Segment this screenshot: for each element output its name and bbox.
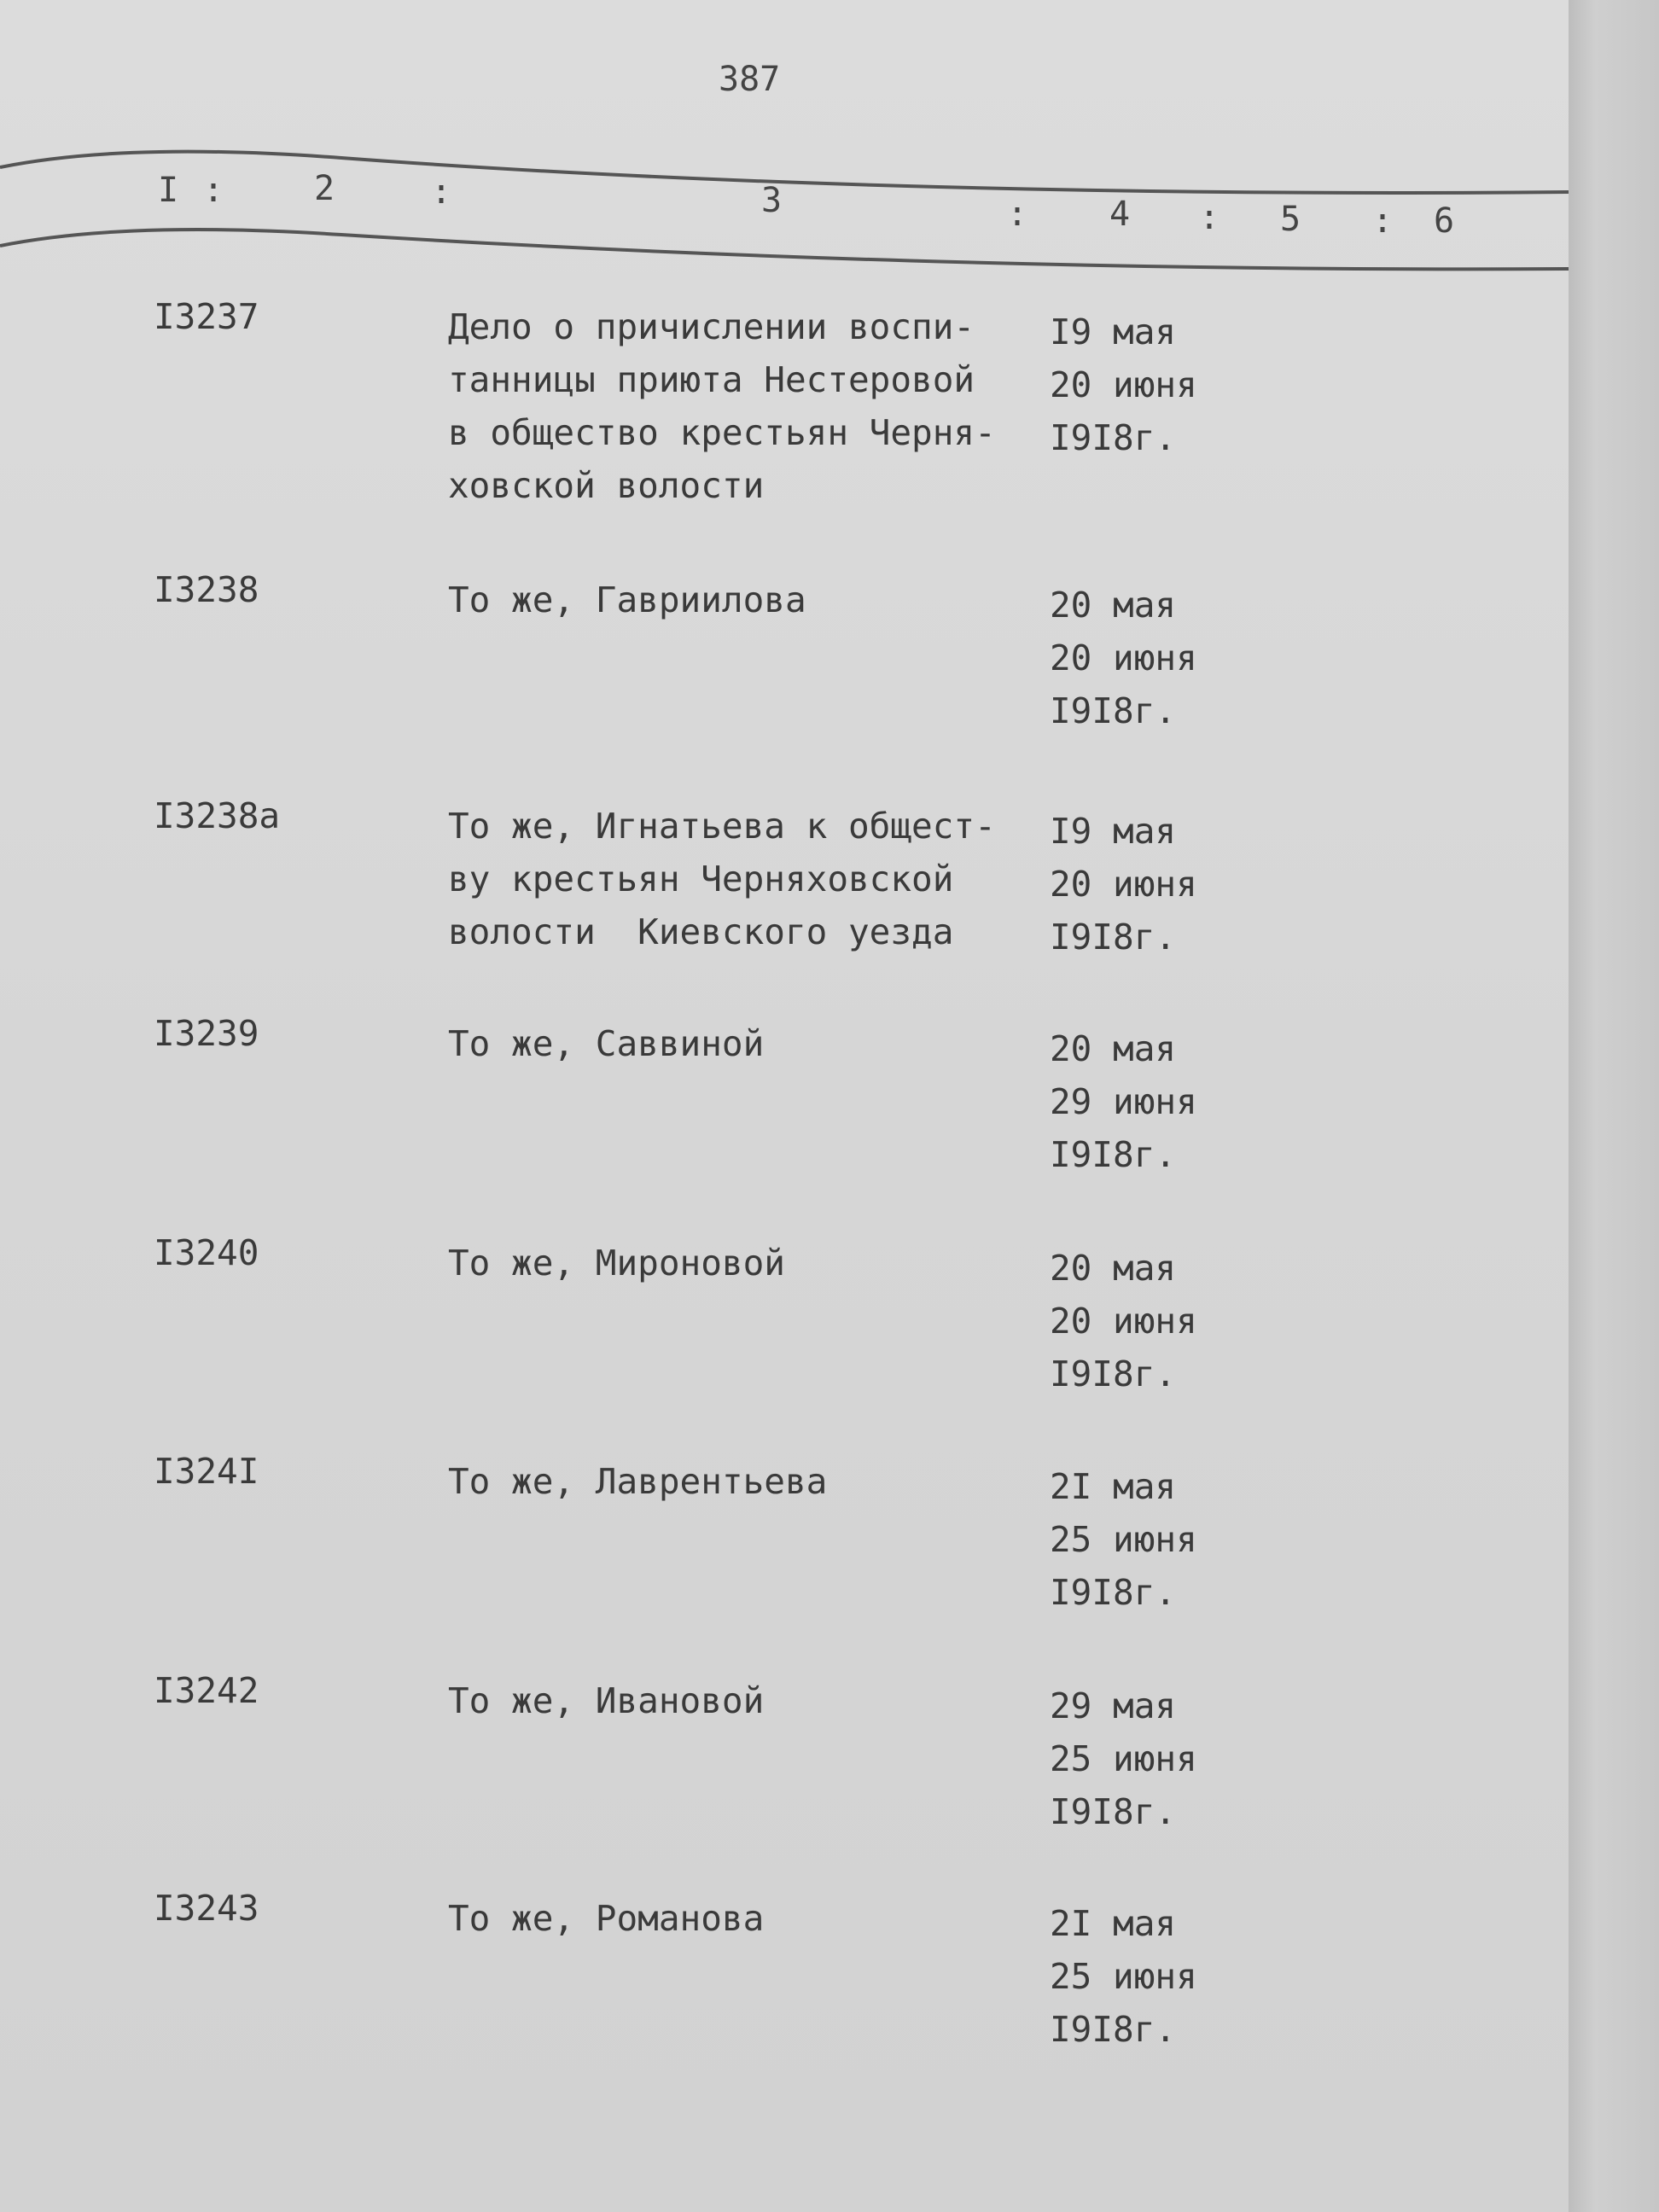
end-date: 25 июня bbox=[1050, 1738, 1197, 1779]
col-sep: : bbox=[431, 172, 452, 212]
description-line: То же, Саввиной bbox=[448, 1023, 765, 1064]
description-line: То же, Игнатьева к общест- bbox=[448, 806, 996, 847]
col-5: 5 bbox=[1280, 200, 1301, 239]
col-1: I bbox=[158, 171, 179, 210]
description-line: Дело о причислении воспи- bbox=[448, 306, 975, 347]
end-date: 20 июня bbox=[1050, 1301, 1197, 1342]
entry-id: I3239 bbox=[154, 1013, 259, 1054]
year: I9I8г. bbox=[1050, 690, 1177, 731]
entry-dates bbox=[1050, 1897, 1197, 2056]
description-line: То же, Романова bbox=[448, 1898, 765, 1939]
year: I9I8г. bbox=[1050, 417, 1177, 458]
start-date: 2I мая bbox=[1050, 1466, 1177, 1507]
entry-id: I3240 bbox=[154, 1232, 259, 1273]
start-date: 20 мая bbox=[1050, 1248, 1177, 1289]
year: I9I8г. bbox=[1050, 1791, 1177, 1832]
entry-description bbox=[448, 300, 996, 512]
start-date: 20 мая bbox=[1050, 1028, 1177, 1069]
col-6: 6 bbox=[1434, 201, 1455, 241]
end-date: 20 июня bbox=[1050, 864, 1197, 905]
page-number: 387 bbox=[719, 60, 781, 99]
description-line: ховской волости bbox=[448, 465, 765, 506]
entry-description bbox=[448, 1674, 764, 1727]
entry-id: I3237 bbox=[154, 296, 259, 337]
entry-dates bbox=[1050, 1679, 1197, 1838]
end-date: 25 июня bbox=[1050, 1519, 1197, 1560]
header-bottom-rule bbox=[0, 230, 1569, 269]
col-3: 3 bbox=[761, 181, 783, 220]
end-date: 20 июня bbox=[1050, 364, 1197, 405]
end-date: 20 июня bbox=[1050, 637, 1197, 678]
description-line: То же, Ивановой bbox=[448, 1680, 765, 1721]
description-line: танницы приюта Нестеровой bbox=[448, 359, 975, 400]
entry-id: I3242 bbox=[154, 1670, 259, 1711]
entry-description bbox=[448, 573, 806, 626]
entry-dates bbox=[1050, 1242, 1197, 1400]
entry-dates bbox=[1050, 1460, 1197, 1619]
description-line: То же, Мироновой bbox=[448, 1243, 785, 1284]
start-date: 29 мая bbox=[1050, 1685, 1177, 1726]
description-line: волости Киевского уезда bbox=[448, 911, 954, 952]
year: I9I8г. bbox=[1050, 2009, 1177, 2050]
entry-id: I3238 bbox=[154, 569, 259, 610]
year: I9I8г. bbox=[1050, 917, 1177, 958]
entry-id: I324I bbox=[154, 1451, 259, 1492]
description-line: ву крестьян Черняховской bbox=[448, 859, 954, 899]
entry-id: I3243 bbox=[154, 1888, 259, 1929]
col-2: 2 bbox=[314, 169, 335, 208]
entry-id: I3238а bbox=[154, 795, 281, 836]
start-date: I9 мая bbox=[1050, 811, 1177, 852]
col-sep: : bbox=[203, 171, 224, 210]
end-date: 25 июня bbox=[1050, 1956, 1197, 1997]
entry-dates bbox=[1050, 1022, 1197, 1181]
col-sep: : bbox=[1372, 201, 1394, 241]
start-date: I9 мая bbox=[1050, 311, 1177, 352]
description-line: в общество крестьян Черня- bbox=[448, 412, 996, 453]
entry-description bbox=[448, 800, 996, 958]
year: I9I8г. bbox=[1050, 1134, 1177, 1175]
col-4: 4 bbox=[1109, 195, 1131, 234]
start-date: 20 мая bbox=[1050, 585, 1177, 626]
end-date: 29 июня bbox=[1050, 1081, 1197, 1122]
description-line: То же, Лаврентьева bbox=[448, 1461, 828, 1502]
entry-description bbox=[448, 1892, 764, 1945]
entry-dates bbox=[1050, 306, 1197, 464]
description-line: То же, Гавриилова bbox=[448, 579, 806, 620]
year: I9I8г. bbox=[1050, 1572, 1177, 1613]
start-date: 2I мая bbox=[1050, 1903, 1177, 1944]
entry-description bbox=[448, 1017, 764, 1070]
entry-dates bbox=[1050, 579, 1197, 737]
col-sep: : bbox=[1199, 198, 1220, 237]
col-sep: : bbox=[1007, 195, 1028, 234]
entry-dates bbox=[1050, 805, 1197, 963]
header-top-rule bbox=[0, 152, 1569, 193]
year: I9I8г. bbox=[1050, 1353, 1177, 1394]
entry-description bbox=[448, 1237, 785, 1289]
entry-description bbox=[448, 1455, 827, 1508]
